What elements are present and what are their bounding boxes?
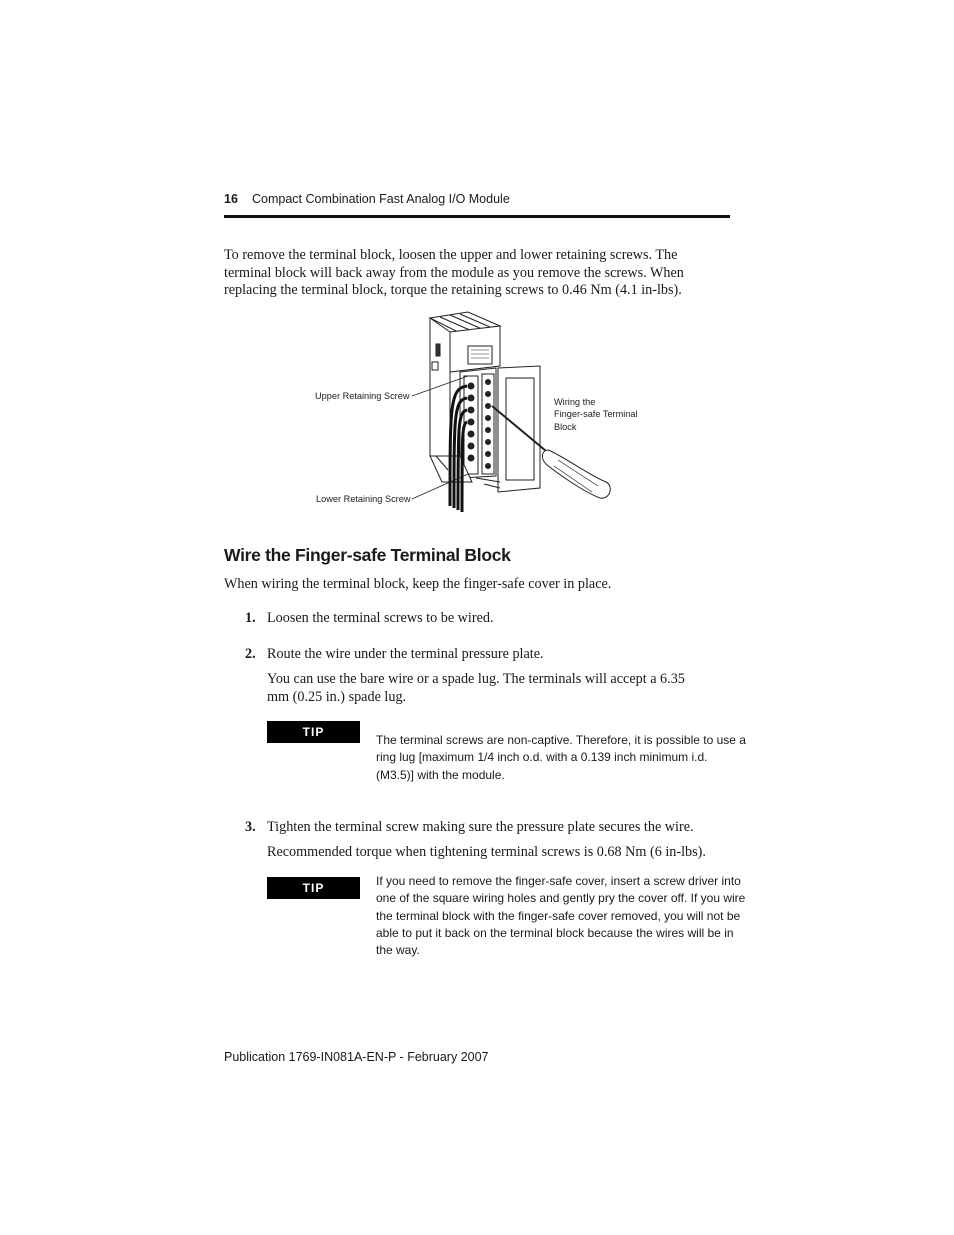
intro-line: terminal block will back away from the module as you remove the screws. When	[224, 264, 684, 281]
tip-line: ring lug [maximum 1/4 inch o.d. with a 0.139 inch minimum i.d.	[376, 750, 708, 765]
tip-line: the terminal block with the finger-safe cover removed, you will not be	[376, 908, 741, 923]
upper-retaining-screw-label: Upper Retaining Screw	[315, 391, 410, 401]
step-detail-line: mm (0.25 in.) spade lug.	[267, 688, 407, 705]
page-header	[224, 192, 730, 218]
tip-line: If you need to remove the finger-safe cover, insert a screw driver into	[376, 874, 741, 888]
tip-line: able to put it back on the terminal block because the wires will be in	[376, 925, 734, 940]
tip-line: The terminal screws are non-captive. Therefore, it is possible to use a	[376, 733, 746, 747]
step-detail-line: You can use the bare wire or a spade lug. The terminals will accept a 6.35	[267, 671, 685, 687]
tip-text	[376, 732, 746, 784]
wiring-label-line: Wiring the	[554, 397, 596, 407]
intro-paragraph	[224, 247, 724, 300]
page-number: 16	[224, 192, 238, 206]
wiring-label-line: Block	[554, 421, 577, 432]
tip-line: the way.	[376, 943, 420, 958]
wiring-terminal-block-label	[554, 396, 638, 433]
section-heading: Wire the Finger-safe Terminal Block	[224, 545, 511, 565]
step-text: Loosen the terminal screws to be wired.	[267, 610, 494, 626]
step-detail	[267, 671, 727, 706]
intro-line: replacing the terminal block, torque the retaining screws to 0.46 Nm (4.1 in-lbs).	[224, 282, 682, 299]
step-number: 1.	[245, 610, 256, 626]
lower-retaining-screw-label: Lower Retaining Screw	[316, 494, 411, 504]
step-number: 3.	[245, 819, 256, 835]
tip-badge: TIP	[267, 721, 360, 743]
tip-text	[376, 873, 746, 959]
step-text: Route the wire under the terminal pressure plate.	[267, 646, 544, 662]
header-rule	[224, 215, 730, 218]
intro-line: To remove the terminal block, loosen the upper and lower retaining screws. The	[224, 247, 678, 263]
tip-line: (M3.5)] with the module.	[376, 767, 505, 782]
section-intro: When wiring the terminal block, keep the finger-safe cover in place.	[224, 576, 612, 592]
wiring-label-line: Finger-safe Terminal	[554, 409, 638, 420]
step-detail: Recommended torque when tightening terminal screws is 0.68 Nm (6 in-lbs).	[267, 844, 706, 860]
step-number: 2.	[245, 646, 256, 662]
running-title: Compact Combination Fast Analog I/O Module	[252, 192, 510, 206]
tip-badge: TIP	[267, 877, 360, 899]
publication-footer: Publication 1769-IN081A-EN-P - February 2007	[224, 1050, 489, 1064]
tip-line: one of the square wiring holes and gently pry the cover off. If you wire	[376, 891, 746, 906]
terminal-block-figure	[300, 306, 660, 516]
step-text: Tighten the terminal screw making sure the pressure plate secures the wire.	[267, 819, 694, 835]
